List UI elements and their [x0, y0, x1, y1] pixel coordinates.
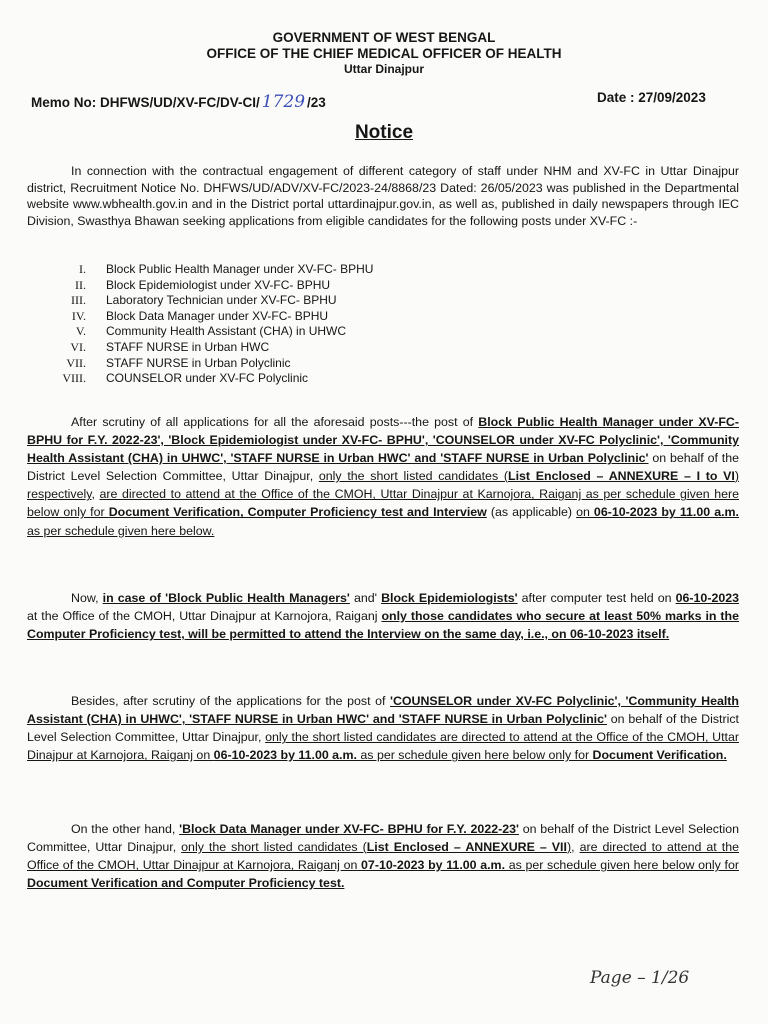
- text-run: After scrutiny of all applications for all the aforesaid posts---the post of: [71, 415, 479, 429]
- list-item-label: STAFF NURSE in Urban HWC: [106, 339, 270, 354]
- list-item-label: Block Data Manager under XV-FC- BPHU: [106, 308, 329, 323]
- notice-title-text: Notice: [354, 122, 414, 143]
- venue-note: are directed to attend at the Office of the CMOH, Uttar Dinajpur at Karnojora, Raiganj as per schedule given here below only for: [27, 487, 740, 520]
- shortlist-note: only the short listed candidates (: [181, 840, 367, 855]
- eligibility-emphasis: only those candidates who secure at least 50% marks in the Computer Proficiency test, will be permitted to attend the Interview on the same day, i.e., on 06-10-2023 itself.: [27, 609, 740, 642]
- posts-emphasis: 'COUNSELOR under XV-FC Polyclinic', 'Community Health Assistant (CHA) in UHWC', 'STAFF NURSE in Urban HWC' and 'STAFF NURSE in Urban Polyclinic': [27, 694, 739, 727]
- notice-title: [0, 122, 768, 144]
- list-item-label: Community Health Assistant (CHA) in UHWC: [106, 324, 347, 339]
- list-item-label: Laboratory Technician under XV-FC- BPHU: [106, 293, 337, 308]
- schedule-date: 06-10-2023 by 11.00 a.m.: [593, 505, 739, 520]
- text-run: on behalf of the District Level Selection Committee, Uttar Dinajpur,: [27, 822, 739, 855]
- schedule-note: on: [576, 505, 594, 520]
- schedule-note: as per schedule given here below only for: [356, 748, 593, 763]
- list-item-number: VI.: [70, 339, 86, 354]
- text-run: (as applicable): [486, 505, 577, 520]
- venue-note: are directed to attend at the Office of the CMOH, Uttar Dinajpur at Karnojora, Raiganj on: [27, 840, 739, 873]
- schedule-note: as per schedule given here below.: [27, 523, 215, 538]
- venue-note: only the short listed candidates are directed to attend at the Office of the CMOH, Uttar Dinajpur at Karnojora, Raiganj on: [27, 730, 739, 763]
- list-item: [58, 262, 373, 278]
- posts-emphasis: Block Public Health Manager under XV-FC- BPHU for F.Y. 2022-23', 'Block Epidemiologist under XV-FC- BPHU', 'COUNSELOR under XV-FC Polyclinic', 'Community Health Assistant (CHA) in UHWC', 'STAFF NURSE in Urban HWC' and 'STAFF NURSE in Urban Polyclinic': [27, 415, 739, 466]
- text-run: Besides, after scrutiny of the applications for the post of: [71, 694, 390, 708]
- list-item-number: V.: [75, 324, 86, 339]
- intro-paragraph: [27, 163, 739, 229]
- annexure-reference: List Enclosed – ANNEXURE – VII: [366, 840, 567, 855]
- text-run: ,: [91, 487, 100, 502]
- header-district: Uttar Dinajpur: [343, 62, 424, 76]
- schedule-date: 06-10-2023: [675, 591, 740, 605]
- posts-emphasis: 'Block Data Manager under XV-FC- BPHU for F.Y. 2022-23': [179, 822, 519, 836]
- memo-number: [31, 92, 326, 112]
- list-item-number: II.: [75, 277, 86, 292]
- posts-emphasis: Block Epidemiologists': [381, 591, 518, 605]
- interview-paragraph: [27, 589, 739, 643]
- page-number: Page – 1/26: [590, 968, 690, 988]
- shortlist-note: ) respectively: [27, 469, 740, 502]
- scrutiny-paragraph: [27, 413, 739, 540]
- list-item: [58, 340, 373, 356]
- list-item-label: Block Public Health Manager under XV-FC- BPHU: [106, 262, 374, 276]
- purpose-emphasis: Document Verification.: [592, 748, 727, 763]
- list-item: [58, 278, 373, 294]
- header-office: OFFICE OF THE CHIEF MEDICAL OFFICER OF HEALTH: [206, 46, 562, 61]
- text-run: Now,: [71, 591, 103, 605]
- list-item: [58, 309, 373, 325]
- text-run: and': [349, 591, 382, 605]
- schedule-date: 06-10-2023 by 11.00 a.m.: [213, 748, 357, 763]
- text-run: On the other hand,: [71, 822, 180, 836]
- schedule-note: as per schedule given here below only for: [505, 858, 739, 873]
- text-run: ,: [571, 840, 580, 855]
- purpose-emphasis: Document Verification and Computer Proficiency test.: [27, 876, 345, 891]
- purpose-emphasis: Document Verification, Computer Proficiency test and Interview: [108, 505, 487, 520]
- document-verification-paragraph: [27, 692, 739, 764]
- posts-list: [58, 262, 373, 387]
- intro-text: In connection with the contractual engagement of different category of staff under NHM and XV-FC in Uttar Dinajpur district, Recruitment Notice No. DHFWS/UD/ADV/XV-FC/2023-24/8868/23 Dated: 26/05/2023 was published in the Departmental website www.wbhealth.gov.in and in the District portal uttardinajpur.gov.in, as well as, published in daily newspapers through IEC Division, Swasthya Bhawan seeking applications from eligible candidates for the following posts under XV-FC :-: [27, 164, 739, 228]
- text-run: at the Office of the CMOH, Uttar Dinajpur at Karnojora, Raiganj: [27, 609, 382, 624]
- posts-emphasis: in case of 'Block Public Health Managers': [102, 591, 350, 605]
- list-item-number: VIII.: [62, 371, 86, 386]
- schedule-date: 07-10-2023 by 11.00 a.m.: [361, 858, 506, 873]
- list-item: [58, 293, 373, 309]
- list-item-label: Block Epidemiologist under XV-FC- BPHU: [106, 277, 331, 292]
- list-item-number: VII.: [66, 355, 86, 370]
- memo-prefix: Memo No: DHFWS/UD/XV-FC/DV-CI/: [31, 95, 260, 110]
- list-item: [58, 356, 373, 372]
- list-item-number: I.: [79, 262, 86, 276]
- list-item-label: STAFF NURSE in Urban Polyclinic: [106, 355, 291, 370]
- text-run: after computer test held on: [517, 591, 676, 605]
- annexure-reference: List Enclosed – ANNEXURE – I to VI: [508, 469, 735, 484]
- memo-handwritten-number: 1729: [261, 92, 306, 112]
- text-run: on behalf of the District Level Selection Committee, Uttar Dinajpur,: [27, 712, 740, 745]
- memo-suffix: /23: [307, 95, 326, 110]
- list-item: [58, 324, 373, 340]
- shortlist-note: ): [566, 840, 572, 855]
- memo-date: Date : 27/09/2023: [597, 90, 706, 105]
- text-run: on behalf of the District Level Selection Committee, Uttar Dinajpur,: [27, 451, 739, 484]
- data-manager-paragraph: [27, 820, 739, 892]
- header-government: GOVERNMENT OF WEST BENGAL: [272, 30, 496, 45]
- list-item-number: IV.: [71, 308, 86, 323]
- list-item-label: COUNSELOR under XV-FC Polyclinic: [106, 371, 309, 386]
- shortlist-note: only the short listed candidates (: [318, 469, 508, 484]
- list-item-number: III.: [71, 293, 86, 308]
- list-item: [58, 371, 373, 387]
